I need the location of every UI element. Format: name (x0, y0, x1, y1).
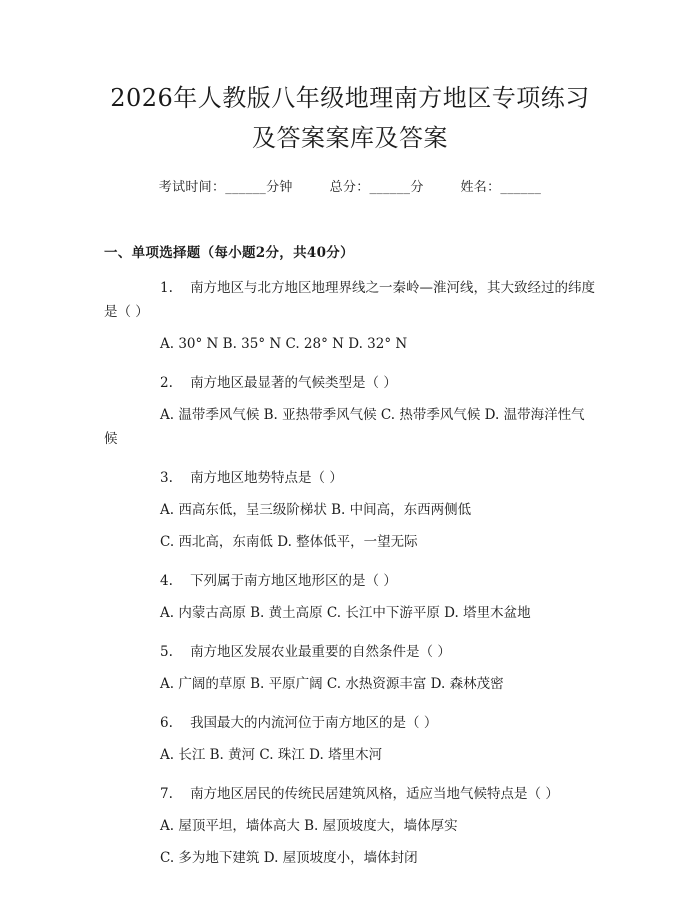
time-blank: ______ (225, 180, 267, 195)
option-line: A. 屋顶平坦，墙体高大 B. 屋顶坡度大，墙体厚实 (160, 818, 458, 834)
question-list (104, 276, 596, 870)
question-stem (104, 466, 596, 490)
question-number: 6. (160, 715, 173, 731)
question-number: 1. (160, 280, 173, 296)
question-number: 3. (160, 470, 173, 486)
question-text: 南方地区最显著的气候类型是（ ） (190, 375, 397, 391)
question-item (104, 711, 596, 767)
question-item (104, 276, 596, 356)
question-stem (104, 276, 596, 324)
question-stem (104, 782, 596, 806)
question-number: 5. (160, 644, 173, 660)
option-line: A. 西高东低，呈三级阶梯状 B. 中间高，东西两侧低 (160, 502, 472, 518)
score-unit: 分 (410, 180, 424, 195)
question-text: 南方地区与北方地区地理界线之一秦岭—淮河线，其大致经过的纬度是（ ） (104, 280, 596, 320)
question-text: 南方地区居民的传统民居建筑风格，适应当地气候特点是（ ） (190, 786, 559, 802)
question-item (104, 569, 596, 625)
question-text: 南方地区地势特点是（ ） (190, 470, 343, 486)
option-line: A. 30° N B. 35° N C. 28° N D. 32° N (160, 336, 408, 352)
question-item (104, 640, 596, 696)
question-number: 4. (160, 573, 173, 589)
score-blank: ______ (369, 180, 411, 195)
question-text: 我国最大的内流河位于南方地区的是（ ） (190, 715, 438, 731)
section-title: 一、单项选择题（每小题2分，共40分） (104, 245, 354, 261)
question-item (104, 782, 596, 870)
page-title (104, 0, 596, 158)
question-stem (104, 569, 596, 593)
option-line: C. 多为地下建筑 D. 屋顶坡度小，墙体封闭 (160, 850, 418, 866)
option-line: A. 温带季风气候 B. 亚热带季风气候 C. 热带季风气候 D. 温带海洋性气候 (104, 407, 585, 447)
time-label: 考试时间： (158, 180, 226, 195)
question-text: 下列属于南方地区地形区的是（ ） (190, 573, 397, 589)
time-unit: 分钟 (266, 180, 293, 195)
question-number: 2. (160, 375, 173, 391)
exam-meta (104, 176, 596, 195)
score-label: 总分： (329, 180, 370, 195)
question-stem (104, 640, 596, 664)
question-text: 南方地区发展农业最重要的自然条件是（ ） (190, 644, 451, 660)
name-label: 姓名： (460, 180, 501, 195)
option-line: A. 长江 B. 黄河 C. 珠江 D. 塔里木河 (160, 747, 383, 763)
option-line: A. 内蒙古高原 B. 黄土高原 C. 长江中下游平原 D. 塔里木盆地 (160, 605, 531, 621)
question-number: 7. (160, 786, 173, 802)
name-blank: ______ (500, 180, 542, 195)
title-line-1: 2026年人教版八年级地理南方地区专项练习 (110, 84, 590, 112)
question-stem (104, 711, 596, 735)
option-line: A. 广阔的草原 B. 平原广阔 C. 水热资源丰富 D. 森林茂密 (160, 676, 504, 692)
question-stem (104, 371, 596, 395)
option-line: C. 西北高，东南低 D. 整体低平，一望无际 (160, 534, 418, 550)
title-line-2: 及答案案库及答案 (252, 124, 448, 152)
question-item (104, 371, 596, 451)
question-item (104, 466, 596, 554)
